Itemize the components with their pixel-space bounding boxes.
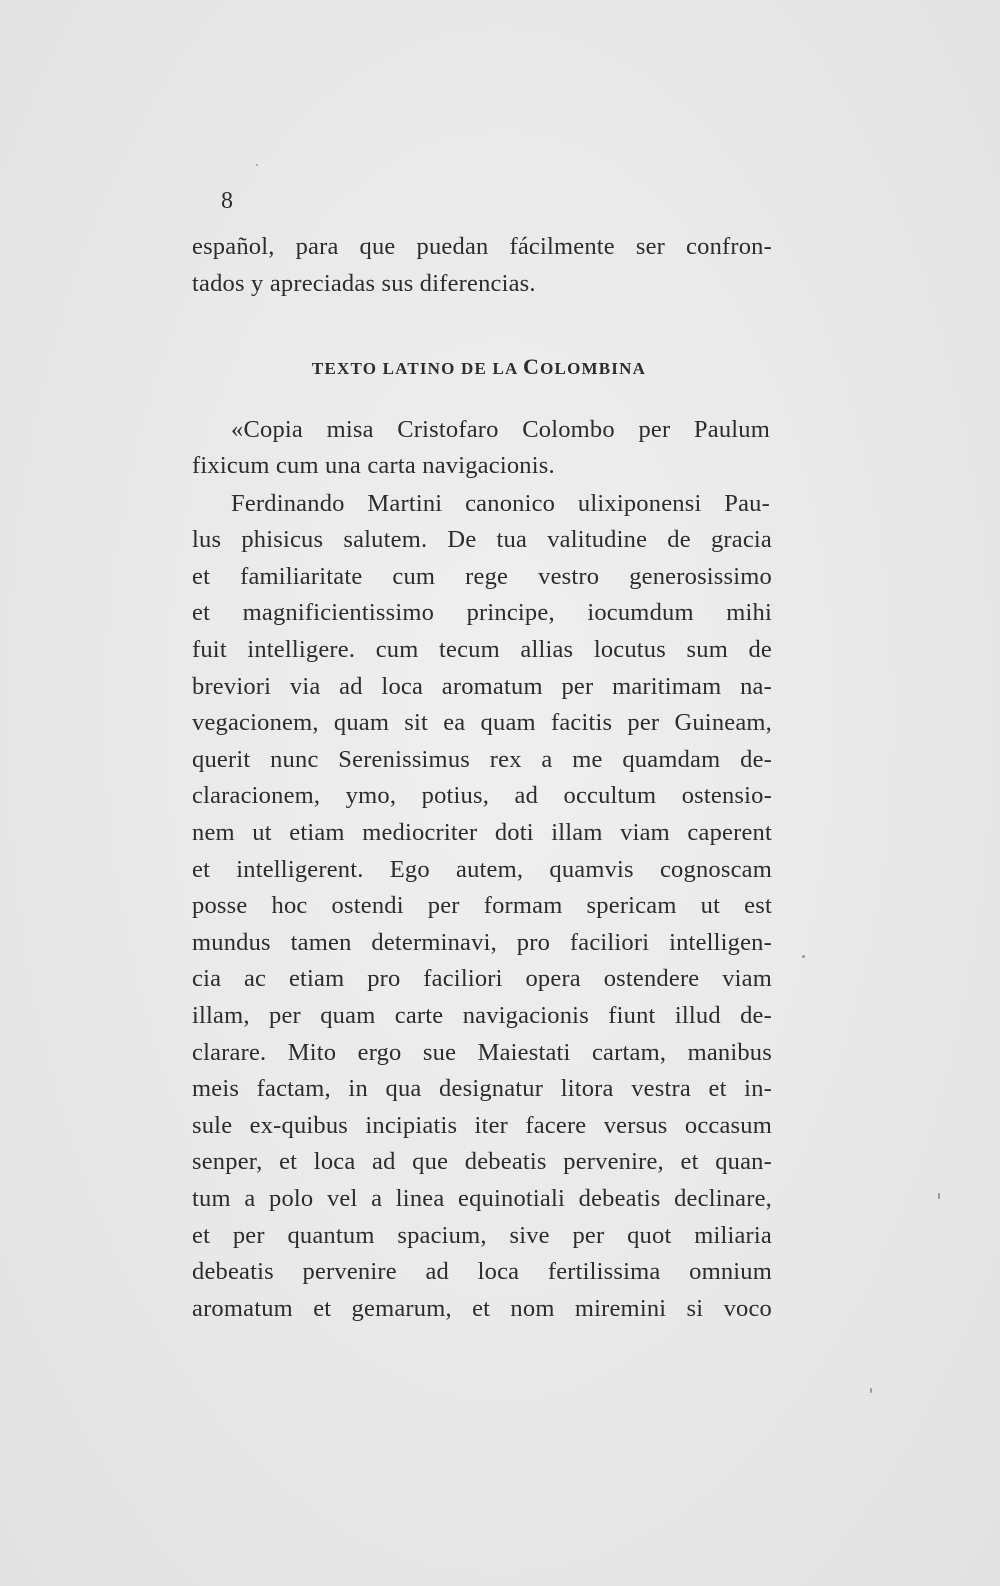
body-line: et intelligerent. Ego autem, quamvis cognoscam: [192, 856, 772, 883]
page-number: 8: [221, 188, 233, 214]
body-line: meis factam, in qua designatur litora vestra et in-: [192, 1075, 772, 1102]
section-heading: [0, 352, 958, 384]
body-line: illam, per quam carte navigacionis fiunt illud de-: [192, 1002, 772, 1029]
heading-text: TEXTO LATINO DE LA: [311, 359, 524, 378]
body-line: et familiaritate cum rege vestro generosissimo: [192, 563, 772, 590]
paper-speck: [802, 955, 805, 958]
heading-cap-letter: C: [523, 354, 541, 379]
paper-speck: [870, 1388, 872, 1393]
body-line: posse hoc ostendi per formam spericam ut est: [192, 892, 772, 919]
body-line: fuit intelligere. cum tecum allias locutus sum de: [192, 636, 772, 663]
body-line: fixicum cum una carta navigacionis.: [192, 452, 555, 479]
body-line: cia ac etiam pro faciliori opera ostendere viam: [192, 965, 772, 992]
body-line: lus phisicus salutem. De tua valitudine de gracia: [192, 526, 772, 553]
body-line: sule ex-quibus incipiatis iter facere versus occasum: [192, 1112, 772, 1139]
body-line: et per quantum spacium, sive per quot miliaria: [192, 1222, 772, 1249]
body-line: «Copia misa Cristofaro Colombo per Paulum: [231, 416, 770, 443]
body-line: mundus tamen determinavi, pro faciliori intelligen-: [192, 929, 772, 956]
body-line: debeatis pervenire ad loca fertilissima omnium: [192, 1258, 772, 1285]
paper-speck: [938, 1193, 940, 1199]
body-line: aromatum et gemarum, et nom miremini si voco: [192, 1295, 772, 1322]
body-line: claracionem, ymo, potius, ad occultum ostensio-: [192, 782, 772, 809]
body-line: tum a polo vel a linea equinotiali debeatis declinare,: [192, 1185, 772, 1212]
body-line: clarare. Mito ergo sue Maiestati cartam, manibus: [192, 1039, 772, 1066]
body-line: Ferdinando Martini canonico ulixiponensi Pau-: [231, 490, 770, 517]
paper-speck: [256, 164, 258, 166]
intro-line: español, para que puedan fácilmente ser confron-: [192, 233, 772, 260]
intro-line: tados y apreciadas sus diferencias.: [192, 270, 536, 297]
body-line: senper, et loca ad que debeatis pervenire, et quan-: [192, 1148, 772, 1175]
body-line: vegacionem, quam sit ea quam facitis per Guineam,: [192, 709, 772, 736]
heading-text-end: OLOMBINA: [540, 359, 647, 378]
body-line: nem ut etiam mediocriter doti illam viam caperent: [192, 819, 772, 846]
body-line: querit nunc Serenissimus rex a me quamdam de-: [192, 746, 772, 773]
body-line: et magnificientissimo principe, iocumdum mihi: [192, 599, 772, 626]
body-line: breviori via ad loca aromatum per maritimam na-: [192, 673, 772, 700]
